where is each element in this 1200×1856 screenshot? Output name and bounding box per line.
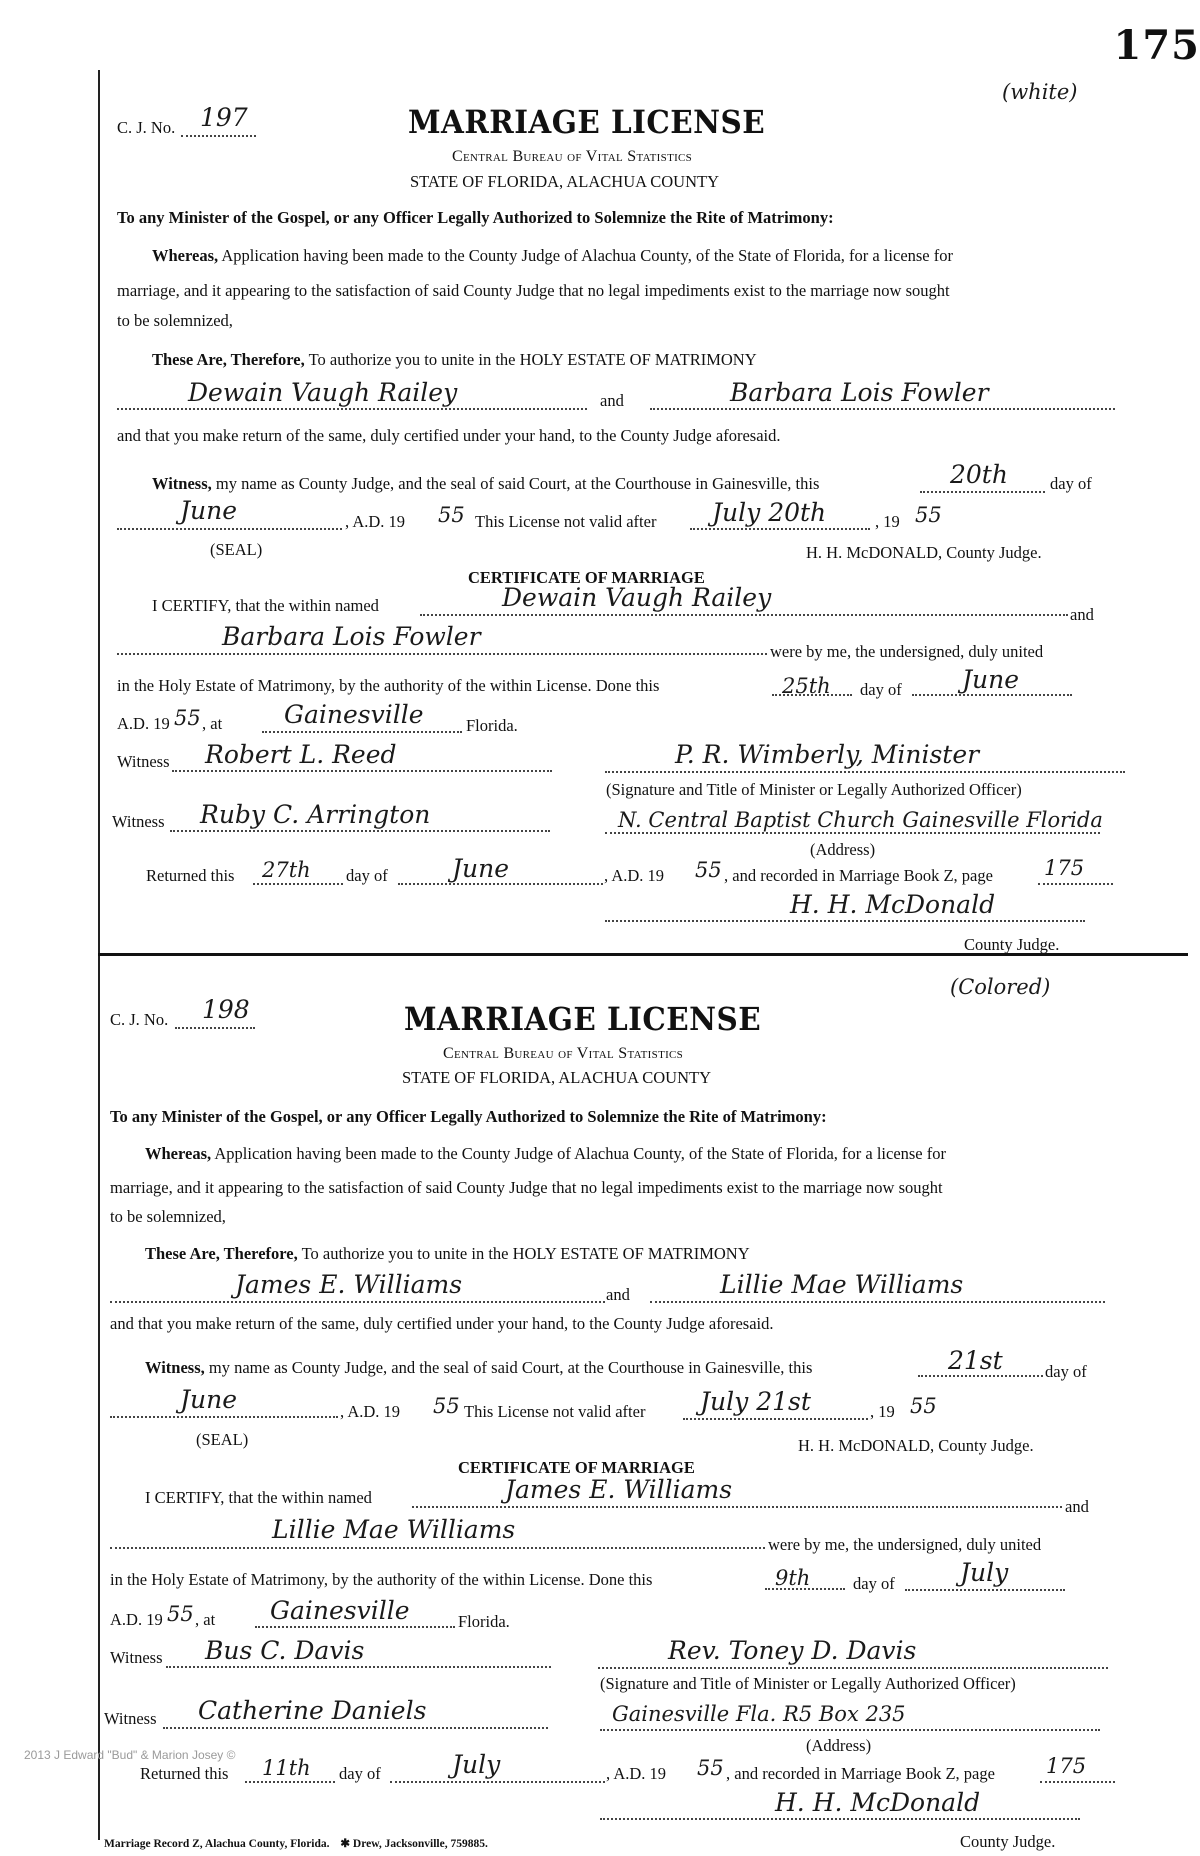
and-label: and [600,391,624,410]
groom-name: James E. Williams [235,1270,463,1299]
done-year: 55 [167,1602,194,1626]
judge-label: H. H. McDONALD, County Judge. [798,1436,1034,1455]
returned-day: 27th [262,858,311,882]
cert-and-label: and [1070,605,1094,624]
done-year: 55 [174,706,201,730]
bride-name: Lillie Mae Williams [720,1270,964,1299]
whereas-text-1: Application having been made to the County Judge of Alachua County, of the State of Florida, for a license for [221,246,953,265]
whereas-label: Whereas, [145,1144,212,1163]
ad-label: , A.D. 19 [340,1402,401,1421]
at-label: , at [195,1610,216,1629]
footer-printer: Drew, Jacksonville, 759885. [352,1838,488,1850]
witness2-label: Witness [112,812,165,831]
issue-day: 21st [948,1346,1003,1375]
whereas-label: Whereas, [152,246,219,265]
issue-day: 20th [950,460,1008,489]
license-title: MARRIAGE LICENSE [408,103,766,141]
witness-clause-text: my name as County Judge, and the seal of said Court, at the Courthouse in Gainesville, this [208,1358,813,1377]
valid-year: 55 [915,503,942,527]
returned-label: Returned this [146,866,235,885]
witness2-label: Witness [104,1709,157,1728]
were-by-me-text: were by me, the undersigned, duly united [768,1535,1042,1554]
state-line: STATE OF FLORIDA, ALACHUA COUNTY [410,172,719,191]
returned-month: July [452,1750,501,1779]
returned-year: 55 [695,858,722,882]
returned-day-of-label: day of [346,866,388,885]
returned-label: Returned this [140,1764,229,1783]
whereas-text-2: marriage, and it appearing to the satisfaction of said County Judge that no legal impediments exist to the marriage now sought [117,281,950,300]
judge-signature: H. H. McDonald [790,890,996,919]
day-of-label: day of [1045,1362,1087,1381]
witness-clause-label: Witness, [152,474,212,493]
recorded-text: , and recorded in Marriage Book Z, page [726,1764,995,1783]
bride-name: Barbara Lois Fowler [730,378,989,407]
address-caption: (Address) [806,1736,872,1755]
judge-signature: H. H. McDonald [775,1788,981,1817]
done-day: 9th [775,1566,811,1590]
whereas-text-1: Application having been made to the County Judge of Alachua County, of the State of Florida, for a license for [214,1144,946,1163]
returned-year: 55 [697,1756,724,1780]
witness2-name: Catherine Daniels [198,1696,427,1725]
return-text: and that you make return of the same, duly certified under your hand, to the County Judge aforesaid. [110,1314,774,1333]
cj-number-label: C. J. No. [117,118,176,137]
returned-day-of-label: day of [339,1764,381,1783]
witness-clause-label: Witness, [145,1358,205,1377]
seal-label: (SEAL) [196,1430,249,1449]
officiant-address: Gainesville Fla. R5 Box 235 [612,1702,906,1726]
witness1-name: Robert L. Reed [205,740,397,769]
these-are-text: To authorize you to unite in the HOLY ESTATE OF MATRIMONY [308,350,757,369]
ad3-label: , A.D. 19 [604,866,665,885]
whereas-text-2: marriage, and it appearing to the satisfaction of said County Judge that no legal impediments exist to the marriage now sought [110,1178,943,1197]
florida-label: Florida. [458,1612,510,1631]
cert-bride-name: Lillie Mae Williams [272,1515,516,1544]
ad2-label: A.D. 19 [110,1610,163,1629]
done-day-of-label: day of [860,680,902,699]
and-label: and [606,1285,630,1304]
certificate-title: CERTIFICATE OF MARRIAGE [468,568,705,587]
cj-number-value: 197 [200,103,248,132]
certify-text: I CERTIFY, that the within named [145,1488,372,1507]
ad-label: , A.D. 19 [345,512,406,531]
record-divider [98,953,1188,956]
whereas-text-3: to be solemnized, [110,1207,226,1226]
not-valid-label: This License not valid after [464,1402,646,1421]
return-text: and that you make return of the same, duly certified under your hand, to the County Judge aforesaid. [117,426,781,445]
judge-label: H. H. McDONALD, County Judge. [806,543,1042,562]
valid-year: 55 [910,1394,937,1418]
returned-month: June [452,854,510,883]
cert-groom-name: James E. Williams [505,1475,733,1504]
county-judge-label: County Judge. [964,935,1060,954]
county-judge-label: County Judge. [960,1832,1056,1851]
done-day: 25th [782,674,831,698]
done-month: July [960,1558,1009,1587]
page-number: 175 [1113,22,1200,69]
officiant-address: N. Central Baptist Church Gainesville Florida [618,808,1103,832]
officiant-signature: Rev. Toney D. Davis [668,1636,917,1665]
issue-year: 55 [438,503,465,527]
done-place: Gainesville [284,700,424,729]
book-page: 175 [1046,1754,1087,1778]
cert-groom-name: Dewain Vaugh Railey [502,583,772,612]
address-line: To any Minister of the Gospel, or any Officer Legally Authorized to Solemnize the Rite of Matrimony: [117,208,834,227]
seal-label: (SEAL) [210,540,263,559]
address-caption: (Address) [810,840,876,859]
copyright-watermark: 2013 J Edward "Bud" & Marion Josey © [24,1748,236,1762]
witness1-label: Witness [110,1648,163,1667]
issue-month: June [180,496,238,525]
signature-caption: (Signature and Title of Minister or Legally Authorized Officer) [606,780,1022,799]
certificate-title: CERTIFICATE OF MARRIAGE [458,1458,695,1477]
ad2-label: A.D. 19 [117,714,170,733]
day-of-label: day of [1050,474,1092,493]
done-month: June [962,665,1020,694]
address-line: To any Minister of the Gospel, or any Officer Legally Authorized to Solemnize the Rite of Matrimony: [110,1107,827,1126]
race-note: (Colored) [950,975,1051,999]
valid-year-label: , 19 [870,1402,895,1421]
bureau-line: Central Bureau of Vital Statistics [443,1045,684,1062]
returned-day: 11th [262,1756,311,1780]
whereas-text-3: to be solemnized, [117,311,233,330]
witness1-name: Bus C. Davis [205,1636,365,1665]
these-are-label: These Are, Therefore, [152,350,305,369]
bureau-line: Central Bureau of Vital Statistics [452,148,693,165]
signature-caption: (Signature and Title of Minister or Legally Authorized Officer) [600,1674,1016,1693]
were-by-me-text: were by me, the undersigned, duly united [770,642,1044,661]
officiant-signature: P. R. Wimberly, Minister [675,740,980,769]
these-are-text: To authorize you to unite in the HOLY ESTATE OF MATRIMONY [301,1244,750,1263]
valid-year-label: , 19 [875,512,900,531]
cert-bride-name: Barbara Lois Fowler [222,622,481,651]
cert-and-label: and [1065,1497,1089,1516]
license-title: MARRIAGE LICENSE [404,1000,762,1038]
printer-mark-icon: ✱ [340,1838,351,1850]
cj-number-label: C. J. No. [110,1010,169,1029]
witness2-name: Ruby C. Arrington [200,800,431,829]
state-line: STATE OF FLORIDA, ALACHUA COUNTY [402,1068,711,1087]
ad3-label: , A.D. 19 [606,1764,667,1783]
groom-name: Dewain Vaugh Railey [188,378,458,407]
issue-month: June [180,1385,238,1414]
holy-estate-text: in the Holy Estate of Matrimony, by the authority of the within License. Done this [117,676,660,695]
cj-number-value: 198 [202,995,250,1024]
done-day-of-label: day of [853,1574,895,1593]
race-note: (white) [1002,80,1078,104]
book-page: 175 [1044,856,1085,880]
valid-until-date: July 21st [700,1387,811,1416]
footer-record-label: Marriage Record Z, Alachua County, Florida. [104,1838,330,1850]
recorded-text: , and recorded in Marriage Book Z, page [724,866,993,885]
witness-clause-text: my name as County Judge, and the seal of said Court, at the Courthouse in Gainesville, this [215,474,820,493]
not-valid-label: This License not valid after [475,512,657,531]
valid-until-date: July 20th [712,498,827,527]
these-are-label: These Are, Therefore, [145,1244,298,1263]
holy-estate-text: in the Holy Estate of Matrimony, by the authority of the within License. Done this [110,1570,653,1589]
florida-label: Florida. [466,716,518,735]
issue-year: 55 [433,1394,460,1418]
witness1-label: Witness [117,752,170,771]
certify-text: I CERTIFY, that the within named [152,596,379,615]
done-place: Gainesville [270,1596,410,1625]
at-label: , at [202,714,223,733]
